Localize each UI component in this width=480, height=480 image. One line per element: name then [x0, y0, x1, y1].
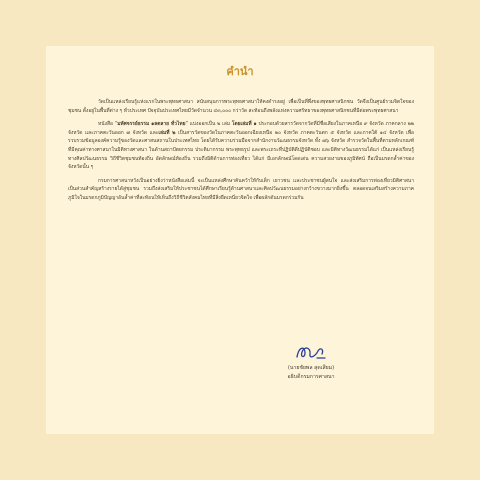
paragraph-1: วัดเป็นแหล่งเรียนรู้แห่งแรกในพระพุทธศาสนา สนับสนุนการพระพุทธศาสนาให้คงดำรงอยู่ เพื่อเป็นที่พึ่งของพุทธศาสนิกชน วัดจึงเป็นศูนย์รวมจิตใจของชุมชน ตั้งอยู่ในพื้นที่ต่าง ๆ ทั่วประเทศ ปัจจุบันประเทศไทยมีวัดจำนวน ๔๓,๐๐๐ กว่าวัด สะท้อนถึงพลังแห่งความศรัทธาของพุทธศาสนิกชนที่มีต่อพระพุทธศาสนา	[68, 99, 414, 114]
page-title: คำนำ	[226, 65, 254, 78]
signature-block	[256, 342, 366, 382]
paragraph-3: กรมการศาสนาหวังเป็นอย่างยิ่งว่าหนังสือเล่มนี้ จะเป็นแหล่งศึกษาค้นคว้าให้กับเด็ก เยาวชน และประชาชนผู้สนใจ และส่งเสริมการท่องเที่ยวมิติศาสนาเป็นส่วนสำคัญสร้างรายได้สู่ชุมชน รวมถึงส่งเสริมให้ประชาชนได้ศึกษาเรียนรู้ด้านศาสนาและศิลปวัฒนธรรมอย่างกว้างขวางมากยิ่งขึ้น ตลอดจนเสริมสร้างความภาคภูมิใจในมรดกภูมิปัญญาอันล้ำค่าที่สะท้อนให้เห็นถึงวิถีชีวิตสังคมไทยที่มีสิ่งยึดเหนี่ยวจิตใจ เพื่อผลักดันมรดกร่วมกัน	[68, 177, 414, 201]
document-page	[46, 46, 434, 434]
p2-tail: เป็นสารวัดของวัดในภาคตะวันออกเฉียงเหนือ ๒๐ จังหวัด ภาคตะวันตก ๕ จังหวัด และภาคใต้ ๑๔ จังหวัด เพื่อรวบรวมข้อมูลองค์ความรู้ของวัดและศาสนสถานในประเทศไทย โดยได้รับความร่วมมือจากสำนักงานวัฒนธรรมจังหวัด ทั้ง ๗๖ จังหวัด สำรวจวัดในพื้นที่ตามหลักเกณฑ์ที่มีคุณค่าทางศาสนาในมิติทางศาสนา ในด้านสถาปัตยกรรม ประติมากรรม พระพุทธรูป และพระเถระที่ปฏิบัติดีปฏิบัติชอบ และมิติทางวัฒนธรรมได้แก่ เป็นแหล่งเรียนรู้ทางศิลปวัฒนธรรม วิถีชีวิตชุมชนท้องถิ่น อัตลักษณ์ท้องถิ่น รวมถึงมิติด้านการท่องเที่ยว ได้แก่ มีเอกลักษณ์โดดเด่น ความสวยงามของภูมิทัศน์ ถือเป็นมรดกล้ำค่าของจังหวัดนั้น ๆ	[68, 129, 414, 171]
book-title: มหัศจรรย์ธรรม ๑ลดลาย ทั่วไทย	[117, 121, 186, 128]
signer-name: (นายชัยพล สุดเสียม)	[287, 365, 335, 371]
p2-pre: หนังสือ “	[98, 121, 118, 128]
preface-body	[68, 98, 414, 208]
signature-icon	[291, 342, 331, 362]
p2-mid: ” แบ่งออกเป็น ๒ เล่ม	[185, 121, 232, 128]
volume-2-label: เล่มที่ ๒	[158, 129, 176, 136]
signer-title: อธิบดีกรมการศาสนา	[287, 374, 335, 380]
paragraph-2	[68, 120, 414, 172]
volume-1-label: โดยเล่มที่ ๑	[231, 121, 257, 128]
p2-rest: ประกอบด้วยสารวัดจากวัดที่มีชื่อเสียงในภาคเหนือ ๙ จังหวัด ภาคกลาง ๒๒ จังหวัด และภาคตะวันออก ๗ จังหวัด และ	[68, 121, 415, 136]
